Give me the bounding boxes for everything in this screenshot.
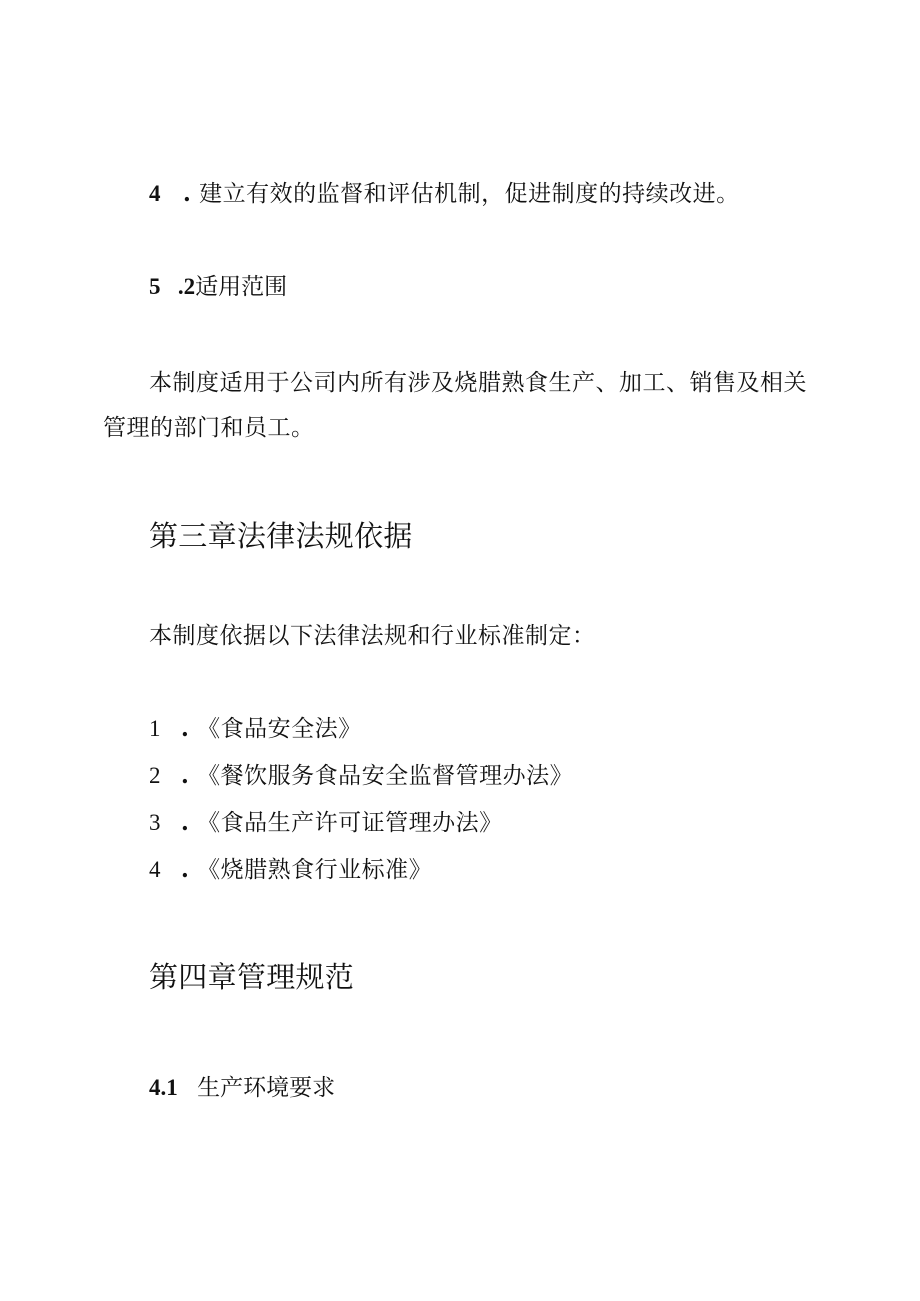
list-separator: . <box>180 809 190 836</box>
list-separator: . <box>180 762 190 789</box>
list-separator: . <box>182 180 192 207</box>
law-title: 《餐饮服务食品安全监督管理办法》 <box>197 763 574 789</box>
paragraph-line: 本制度适用于公司内所有涉及烧腊熟食生产、加工、销售及相关 <box>149 370 807 396</box>
paragraph-line: 管理的部门和员工。 <box>103 415 315 441</box>
section-heading <box>149 1069 335 1102</box>
law-list-item <box>149 757 573 790</box>
chapter-title: 第四章管理规范 <box>149 960 355 994</box>
section-number: 4.1 <box>149 1075 178 1100</box>
list-separator: . <box>180 715 190 742</box>
law-list-item <box>149 851 432 884</box>
law-title: 《食品生产许可证管理办法》 <box>197 810 503 836</box>
section-number-suffix: .2 <box>177 274 196 299</box>
law-list-item <box>149 710 362 743</box>
list-text: 建立有效的监督和评估机制，促进制度的持续改进。 <box>199 181 740 207</box>
list-number: 1 <box>149 716 161 741</box>
chapter-title: 第三章法律法规依据 <box>149 519 413 553</box>
list-item <box>149 175 740 208</box>
list-separator: . <box>180 856 190 883</box>
list-number: 2 <box>149 763 161 788</box>
list-number: 4 <box>149 181 161 206</box>
list-number: 3 <box>149 810 161 835</box>
law-list-item <box>149 804 503 837</box>
section-title: 生产环境要求 <box>197 1075 336 1101</box>
paragraph: 本制度依据以下法律法规和行业标准制定： <box>149 623 596 649</box>
section-number: 5 <box>149 274 161 299</box>
section-heading <box>149 268 287 301</box>
list-number: 4 <box>149 857 161 882</box>
law-title: 《烧腊熟食行业标准》 <box>197 857 433 883</box>
section-title: 适用范围 <box>195 274 288 300</box>
law-title: 《食品安全法》 <box>197 716 362 742</box>
